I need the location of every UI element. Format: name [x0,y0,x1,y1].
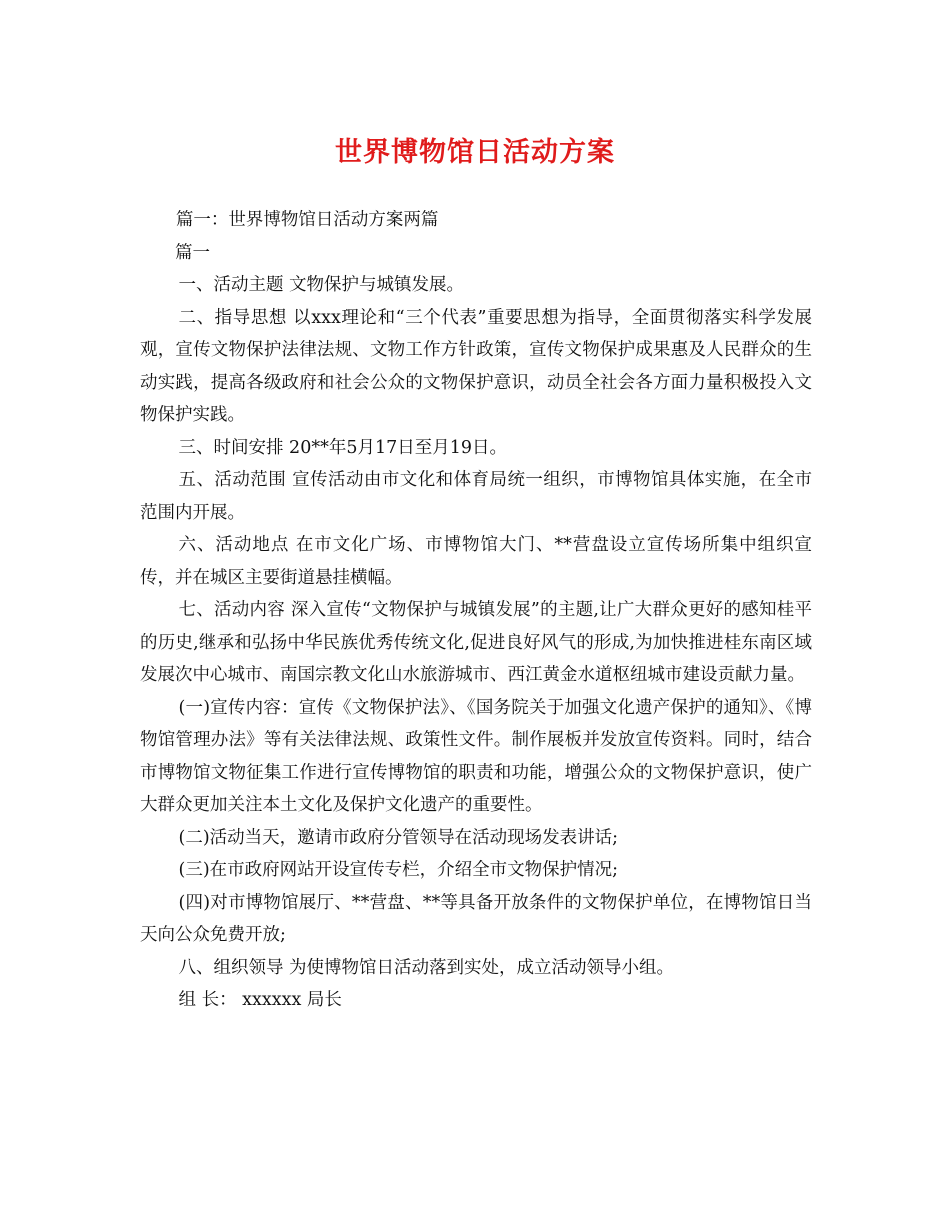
paragraph: (三)在市政府网站开设宣传专栏，介绍全市文物保护情况; [178,860,619,880]
document-title: 世界博物馆日活动方案 [335,137,615,168]
paragraph: 八、组织领导 为使博物馆日活动落到实处，成立活动领导小组。 [178,957,675,978]
paragraph: 六、活动地点 在市文化广场、市博物馆大门、**营盘设立宣传场所集中组织宣传，并在城区主要街道悬挂横幅。 [140,535,812,588]
document-body [140,204,812,1017]
paragraph: 七、活动内容 深入宣传“文物保护与城镇发展”的主题,让广大群众更好的感知桂平的历史,继承和弘扬中华民族优秀传统文化,促进良好风气的形成,为加快推进桂东南区域发展次中心城市、南国宗教文化山水旅游城市、西江黄金水道枢纽城市建设贡献力量。 [140,600,812,685]
paragraph: (四)对市博物馆展厅、**营盘、**等具备开放条件的文物保护单位，在博物馆日当天向公众免费开放; [140,892,812,945]
paragraph: 二、指导思想 以xxx理论和“三个代表”重要思想为指导，全面贯彻落实科学发展观，宣传文物保护法律法规、文物工作方针政策，宣传文物保护成果惠及人民群众的生动实践，提高各级政府和社会公众的文物保护意识，动员全社会各方面力量积极投入文物保护实践。 [140,307,812,425]
paragraph: 篇一 [175,242,210,263]
paragraph: 五、活动范围 宣传活动由市文化和体育局统一组织，市博物馆具体实施，在全市范围内开展。 [140,470,812,523]
paragraph: 三、时间安排 20**年5月17日至月19日。 [178,437,507,458]
paragraph: 一、活动主题 文物保护与城镇发展。 [178,275,465,295]
paragraph: (二)活动当天，邀请市政府分管领导在活动现场发表讲话; [178,827,619,848]
paragraph: (一)宣传内容：宣传《文物保护法》、《国务院关于加强文化遗产保护的通知》、《博物馆管理办法》等有关法律法规、政策性文件。制作展板并发放宣传资料。同时，结合市博物馆文物征集工作进行宣传博物馆的职责和功能，增强公众的文物保护意识，使广大群众更加关注本土文化及保护文化遗产的重要性。 [140,697,812,815]
paragraph: 篇一：世界博物馆日活动方案两篇 [175,210,439,230]
paragraph: 组 长： xxxxxx 局长 [178,990,342,1010]
